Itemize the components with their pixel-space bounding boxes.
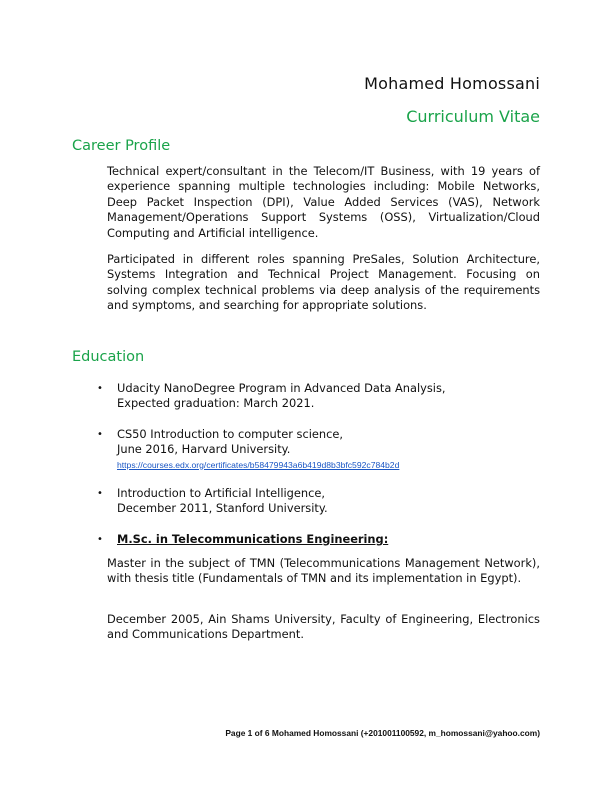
career-paragraph: Participated in different roles spanning PreSales, Solution Architecture, Systems Integration and Technical Project Management. Focusing on solving complex technical problems via deep analysis of the requirements and symptoms, and searching for appropriate solutions. <box>107 252 540 313</box>
education-heading: Education <box>72 349 145 365</box>
career-paragraph: Technical expert/consultant in the Telecom/IT Business, with 19 years of experience spanning multiple technologies including: Mobile Networks, Deep Packet Inspection (DPI), Value Added Services (VAS), Network Management/Operations Support Systems (OSS), Virtualization/Cloud Computing and Artificial intelligence. <box>107 164 540 240</box>
msc-degree-title: M.Sc. in Telecommunications Engineering: <box>117 532 389 546</box>
bullet-marker: • <box>97 488 103 499</box>
bullet-marker: • <box>97 534 103 545</box>
page-footer: Page 1 of 6 Mohamed Homossani (+201001100592, m_homossani@yahoo.com) <box>225 728 540 738</box>
education-item <box>117 381 446 412</box>
bullet-marker: • <box>97 429 103 440</box>
bullet-marker: • <box>97 383 103 394</box>
education-item <box>117 486 328 517</box>
certificate-link[interactable]: https://courses.edx.org/certificates/b58479943a6b419d8b3bfc592c784b2d <box>117 459 400 470</box>
education-item-detail: Expected graduation: March 2021. <box>117 396 315 411</box>
msc-paragraph: December 2005, Ain Shams University, Faculty of Engineering, Electronics and Communications Department. <box>107 612 540 642</box>
education-item-title: CS50 Introduction to computer science, <box>117 427 343 441</box>
document-subtitle: Curriculum Vitae <box>406 107 540 126</box>
msc-paragraph: Master in the subject of TMN (Telecommunications Management Network), with thesis title (Fundamentals of TMN and its implementation in Egypt). <box>107 556 540 586</box>
cv-owner-name: Mohamed Homossani <box>364 74 540 93</box>
education-item-title: Udacity NanoDegree Program in Advanced Data Analysis, <box>117 381 446 395</box>
education-item-detail: June 2016, Harvard University. <box>117 442 291 457</box>
education-item <box>117 427 399 473</box>
education-item-detail: December 2011, Stanford University. <box>117 501 328 516</box>
education-item-title: Introduction to Artificial Intelligence, <box>117 486 326 500</box>
career-profile-heading: Career Profile <box>72 138 171 154</box>
